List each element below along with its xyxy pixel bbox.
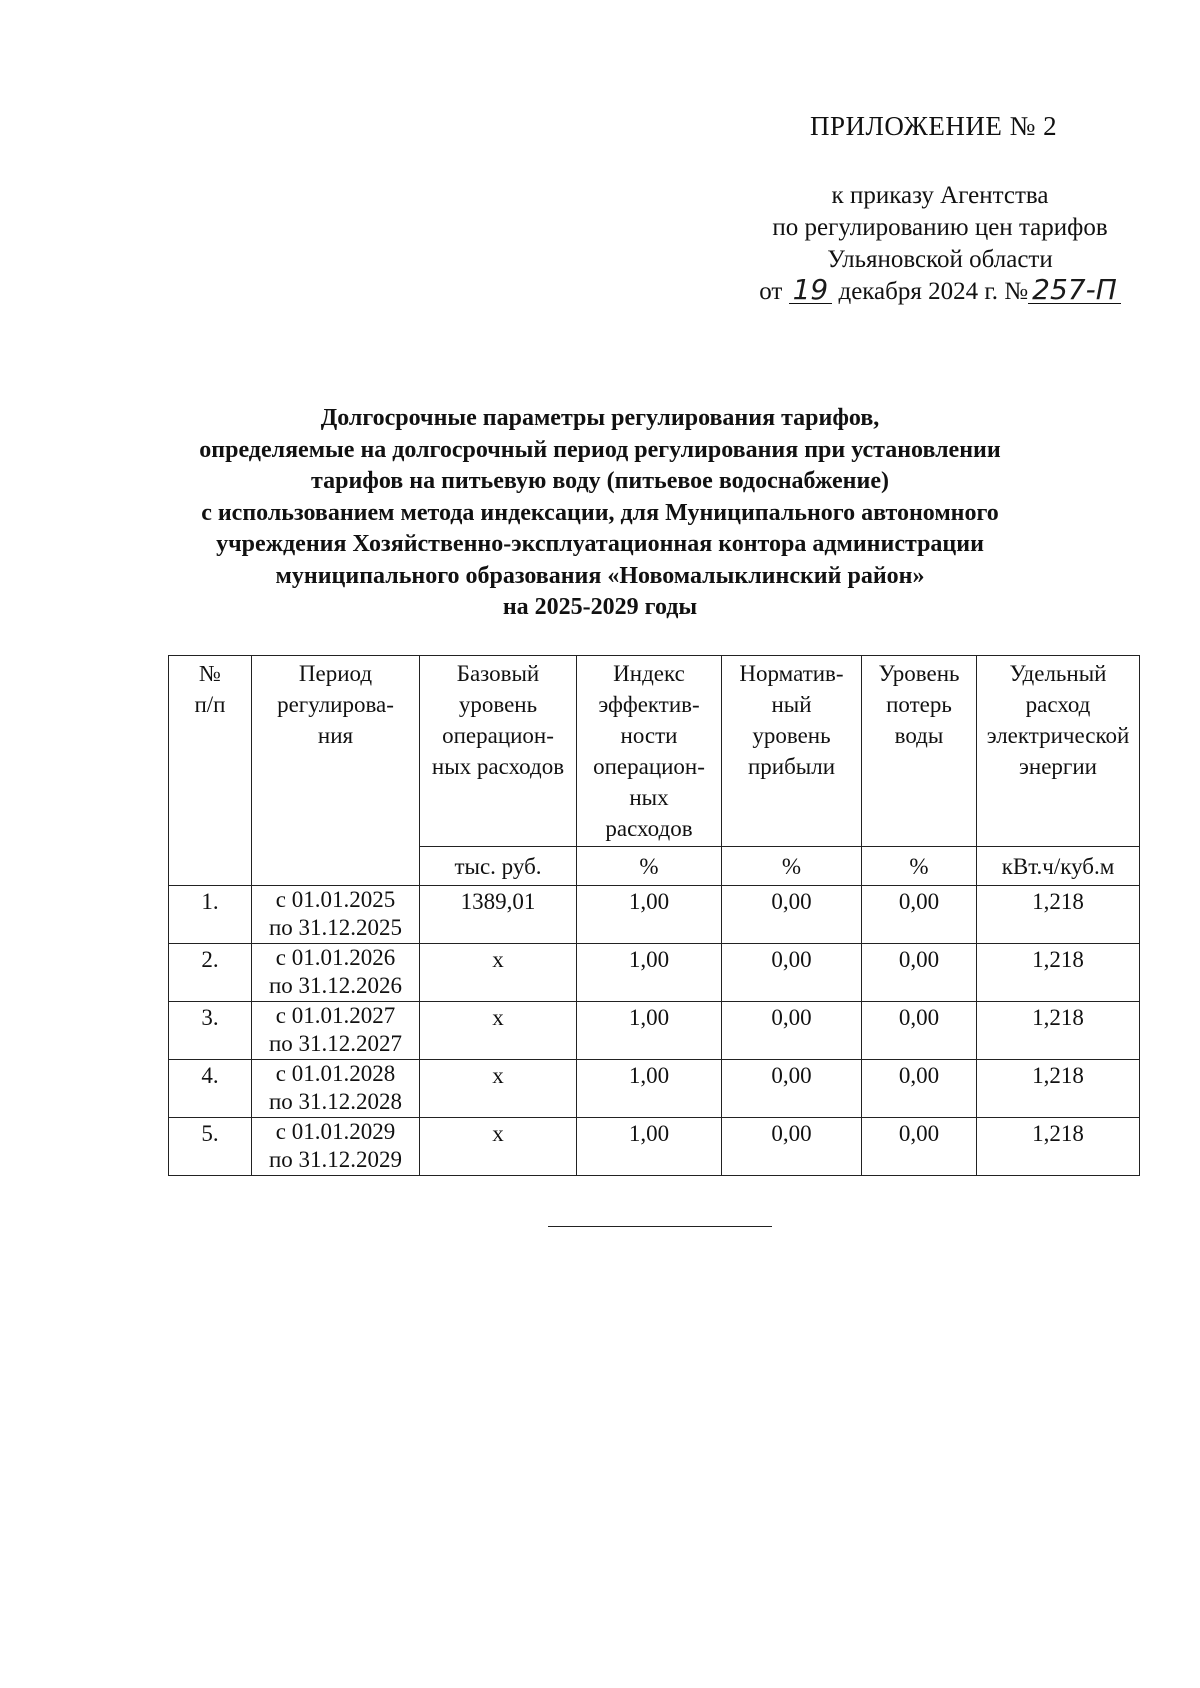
title-line-6: муниципального образования «Новомалыклинский район» xyxy=(275,562,925,589)
header-base-opex: Базовый уровень операцион- ных расходов xyxy=(420,656,577,847)
row-profit-level: 0,00 xyxy=(722,1118,862,1176)
unit-efficiency-index: % xyxy=(577,847,722,886)
row-number: 1. xyxy=(169,886,252,944)
row-base-opex: х xyxy=(420,1060,577,1118)
row-water-loss: 0,00 xyxy=(862,1060,977,1118)
row-energy-consumption: 1,218 xyxy=(977,944,1140,1002)
row-period: с 01.01.2029 по 31.12.2029 xyxy=(252,1118,420,1176)
row-energy-consumption: 1,218 xyxy=(977,1118,1140,1176)
row-base-opex: х xyxy=(420,944,577,1002)
header-number: № п/п xyxy=(169,656,252,886)
row-profit-level: 0,00 xyxy=(722,1060,862,1118)
title-line-4: с использованием метода индексации, для Муниципального автономного xyxy=(201,499,999,526)
order-reference xyxy=(700,180,1180,308)
unit-energy-consumption: кВт.ч/куб.м xyxy=(977,847,1140,886)
end-divider xyxy=(548,1226,772,1227)
row-efficiency-index: 1,00 xyxy=(577,944,722,1002)
row-profit-level: 0,00 xyxy=(722,886,862,944)
handwritten-day: 19 xyxy=(789,277,833,304)
tariff-parameters-table xyxy=(168,655,1140,1176)
header-water-loss: Уровень потерь воды xyxy=(862,656,977,847)
table-row xyxy=(169,1118,1140,1176)
title-line-5: учреждения Хозяйственно-эксплуатационная контора администрации xyxy=(216,531,984,557)
title-line-2: определяемые на долгосрочный период регулирования при установлении xyxy=(199,436,1001,463)
row-number: 5. xyxy=(169,1118,252,1176)
table-row xyxy=(169,886,1140,944)
date-prefix: от xyxy=(759,278,783,305)
table-row xyxy=(169,1060,1140,1118)
header-energy-consumption: Удельный расход электрической энергии xyxy=(977,656,1140,847)
row-base-opex: х xyxy=(420,1002,577,1060)
row-base-opex: х xyxy=(420,1118,577,1176)
header-period: Период регулирова- ния xyxy=(252,656,420,886)
row-period: с 01.01.2025 по 31.12.2025 xyxy=(252,886,420,944)
row-water-loss: 0,00 xyxy=(862,944,977,1002)
unit-profit-level: % xyxy=(722,847,862,886)
order-ref-line-3: Ульяновской области xyxy=(827,246,1053,273)
table-row xyxy=(169,1002,1140,1060)
row-efficiency-index: 1,00 xyxy=(577,1002,722,1060)
table-header-row xyxy=(169,656,1140,847)
header-efficiency-index: Индекс эффектив- ности операцион- ных расходов xyxy=(577,656,722,847)
row-period: с 01.01.2028 по 31.12.2028 xyxy=(252,1060,420,1118)
row-water-loss: 0,00 xyxy=(862,886,977,944)
order-date-line xyxy=(700,273,1180,308)
row-efficiency-index: 1,00 xyxy=(577,1118,722,1176)
row-period: с 01.01.2027 по 31.12.2027 xyxy=(252,1002,420,1060)
row-base-opex: 1389,01 xyxy=(420,886,577,944)
document-title xyxy=(150,403,1050,624)
title-line-3: тарифов на питьевую воду (питьевое водоснабжение) xyxy=(311,468,889,494)
row-efficiency-index: 1,00 xyxy=(577,1060,722,1118)
appendix-title: ПРИЛОЖЕНИЕ № 2 xyxy=(810,111,1058,141)
order-ref-line-1: к приказу Агентства xyxy=(831,182,1049,209)
row-water-loss: 0,00 xyxy=(862,1118,977,1176)
title-line-7: на 2025-2029 годы xyxy=(502,594,698,620)
title-line-1: Долгосрочные параметры регулирования тарифов, xyxy=(320,405,880,431)
row-water-loss: 0,00 xyxy=(862,1002,977,1060)
row-efficiency-index: 1,00 xyxy=(577,886,722,944)
table-row xyxy=(169,944,1140,1002)
unit-water-loss: % xyxy=(862,847,977,886)
header-profit-level: Норматив- ный уровень прибыли xyxy=(722,656,862,847)
row-period: с 01.01.2026 по 31.12.2026 xyxy=(252,944,420,1002)
handwritten-order-number: 257-П xyxy=(1028,277,1121,304)
row-energy-consumption: 1,218 xyxy=(977,1002,1140,1060)
row-number: 2. xyxy=(169,944,252,1002)
row-energy-consumption: 1,218 xyxy=(977,1060,1140,1118)
row-profit-level: 0,00 xyxy=(722,1002,862,1060)
row-number: 4. xyxy=(169,1060,252,1118)
order-ref-line-2: по регулированию цен тарифов xyxy=(772,214,1108,241)
row-profit-level: 0,00 xyxy=(722,944,862,1002)
unit-base-opex: тыс. руб. xyxy=(420,847,577,886)
row-energy-consumption: 1,218 xyxy=(977,886,1140,944)
date-rest: декабря 2024 г. № xyxy=(838,278,1029,305)
row-number: 3. xyxy=(169,1002,252,1060)
